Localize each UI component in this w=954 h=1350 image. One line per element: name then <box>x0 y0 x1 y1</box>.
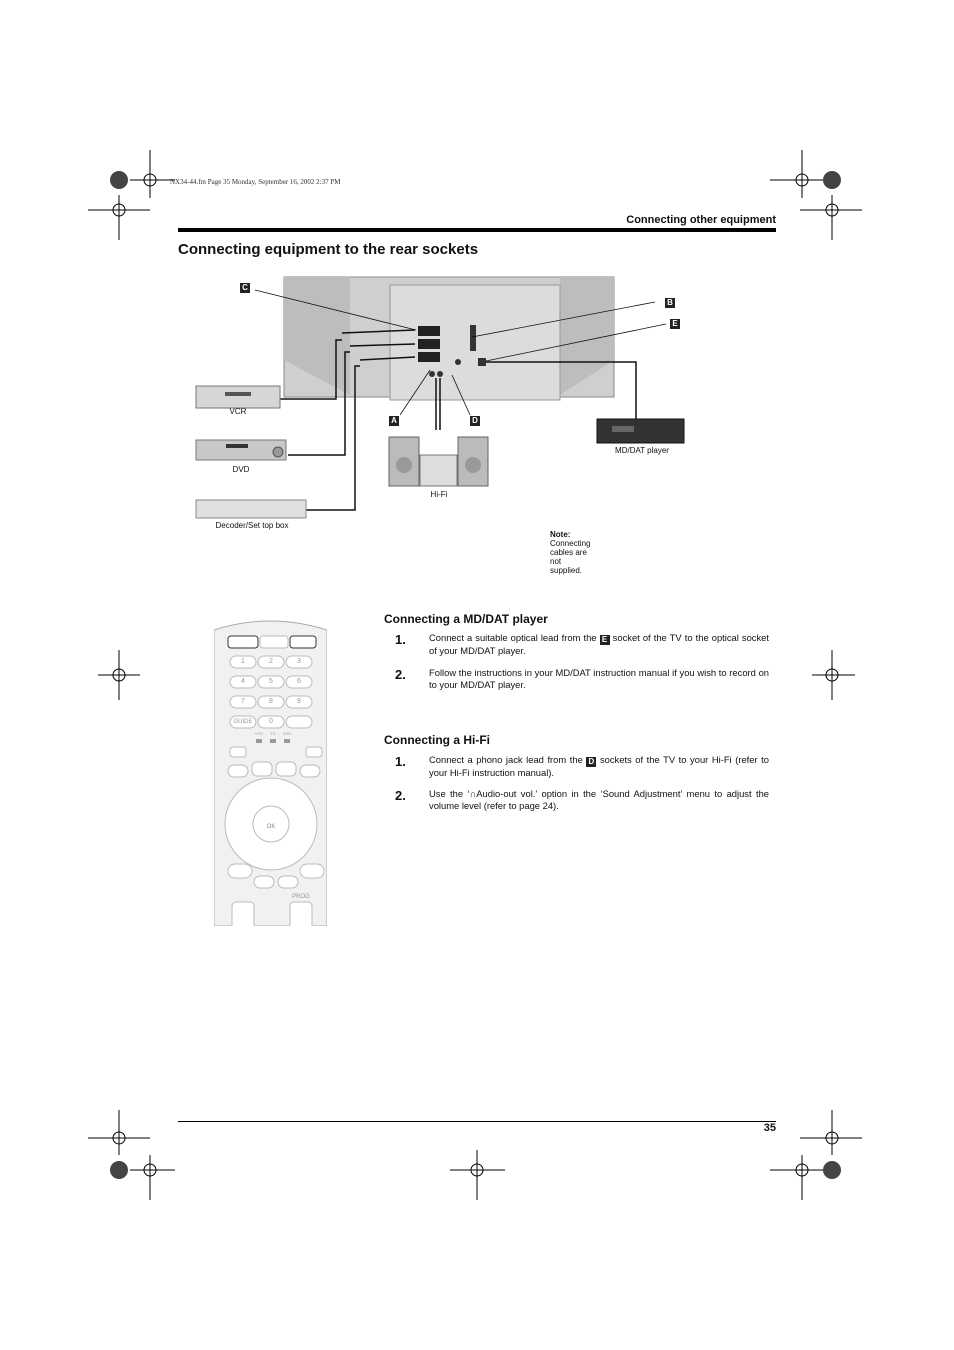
letter-a: A <box>389 416 399 426</box>
letter-c: C <box>240 283 250 293</box>
letter-e-inline: E <box>600 635 610 645</box>
remote-key-2: 2 <box>269 658 273 665</box>
letter-e: E <box>670 319 680 329</box>
remote-key-guide: GUIDE <box>233 719 253 725</box>
remote-label-tv: TV <box>270 731 276 736</box>
label-md-dat: MD/DAT player <box>615 446 669 455</box>
note-text: Connecting cables are not supplied. <box>550 539 591 575</box>
note-label: Note: <box>550 530 571 539</box>
remote-key-0: 0 <box>269 718 273 725</box>
remote-key-1: 1 <box>241 658 245 665</box>
print-info: NX34-44.fm Page 35 Monday, September 16, 2002 2:37 PM <box>170 178 341 186</box>
letter-d: D <box>470 416 480 426</box>
md-step-1-text: Connect a suitable optical lead from the E socket of the TV to the optical socket of your MD/DAT player. <box>429 632 769 656</box>
hifi-heading: Connecting a Hi-Fi <box>384 733 490 747</box>
md-step-2-number: 2. <box>395 667 406 682</box>
remote-key-3: 3 <box>297 658 301 665</box>
remote-key-5: 5 <box>269 678 273 685</box>
letter-d-inline: D <box>586 757 596 767</box>
note <box>550 530 590 575</box>
label-vcr: VCR <box>229 407 247 416</box>
hifi-step-1-text: Connect a phono jack lead from the D sockets of the TV to your Hi-Fi (refer to your Hi-Fi instruction manual). <box>429 754 769 778</box>
page-title: Connecting equipment to the rear sockets <box>178 241 479 258</box>
label-dvd: DVD <box>232 465 250 474</box>
md-dat-heading: Connecting a MD/DAT player <box>384 612 548 626</box>
remote-key-6: 6 <box>297 678 301 685</box>
remote-key-ok: OK <box>266 824 276 830</box>
tv-rear-illustration <box>0 0 954 600</box>
remote-label-vtr: VTR <box>255 731 263 736</box>
remote-control <box>214 612 327 926</box>
page-number: 35 <box>763 1122 776 1134</box>
label-hifi: Hi-Fi <box>430 490 448 499</box>
letter-b: B <box>665 298 675 308</box>
remote-key-4: 4 <box>241 678 245 685</box>
md-step-2-text: Follow the instructions in your MD/DAT instruction manual if you wish to record on to your MD/DAT player. <box>429 667 769 690</box>
remote-label-dvd: DVD <box>282 731 292 736</box>
remote-key-7: 7 <box>241 698 245 705</box>
remote-key-8: 8 <box>269 698 273 705</box>
remote-label-prog: PROG <box>292 894 310 900</box>
hifi-step-1-number: 1. <box>395 754 406 769</box>
footer-rule <box>178 1121 776 1122</box>
remote-key-9: 9 <box>297 698 301 705</box>
section-header: Connecting other equipment <box>626 214 776 226</box>
hifi-step-2-number: 2. <box>395 788 406 803</box>
hifi-step-2-text: Use the ‘∩Audio-out vol.’ option in the ‘Sound Adjustment’ menu to adjust the volume level (refer to page 24). <box>429 788 769 811</box>
md-step-1-number: 1. <box>395 632 406 647</box>
label-decoder: Decoder/Set top box <box>215 521 289 530</box>
